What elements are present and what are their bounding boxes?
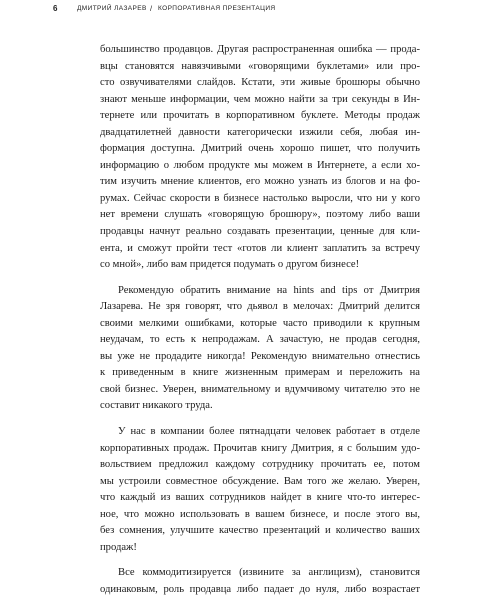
text-line: тернете или прочитать в корпоративном буклете. Методы продаж [100,110,420,122]
text-line: Рекомендую обратить внимание на hints and tips от Дмитрия [118,284,420,296]
paragraph-gap [100,274,420,283]
text-line: вцы становятся навязчивыми «говорящими буклетами» или про- [100,60,420,72]
text-line: свой бизнес. Уверен, внимательному и вдумчивому читателю это не [100,383,420,395]
paragraph [100,565,420,598]
text-line: корпоративных продаж. Прочитав книгу Дмитрия, я с большим удо- [100,442,420,454]
paragraph-gap [100,556,420,565]
text-line: без сомнения, улучшите качество презентаций и количество ваших [100,525,420,537]
body-text [100,42,420,599]
text-line: одинаковым, роль продавца либо падает до нуля, либо возрастает [100,583,420,595]
header-book-title: КОРПОРАТИВНАЯ ПРЕЗЕНТАЦИЯ [158,5,276,12]
text-line: составит никакого труда. [100,400,213,412]
paragraph [100,283,420,415]
paragraph [100,424,420,556]
text-line: к приведенным в книге жизненным примерам и переложить на [100,367,420,379]
text-line: нет времени слушать «говорящую брошюру», поэтому либо ваши [100,209,420,221]
text-line: вы уже не продадите никогда! Рекомендую внимательно отнестись [100,350,420,362]
paragraph-gap [100,415,420,424]
text-line: продавцы начнут реально создавать презентации, ценные для кли- [100,226,420,238]
text-line: своими мелкими ошибками, которые часто приводили к крупным [100,317,420,329]
text-line: двадцатилетней давности категорически изжили себя, любая ин- [100,126,420,138]
text-line: У нас в компании более пятнадцати человек работает в отделе [118,426,420,438]
text-line: румах. Сейчас скорости в бизнесе настолько выросли, что ни у кого [100,192,420,204]
text-line: продаж! [100,541,137,553]
text-line: сто озвучивателями слайдов. Кстати, эти живые брошюры обычно [100,77,420,89]
header-separator: / [150,4,153,13]
text-line: ное, что можно использовать в вашем бизнесе, и после этого вы, [100,508,420,520]
page-number: 6 [53,4,58,13]
text-line: большинство продавцов. Другая распространенная ошибка — прода- [100,44,420,55]
text-line: со мной», либо вам придется подумать о другом бизнесе! [100,259,360,271]
text-line: неудачам, то есть к непродажам. А зачастую, не продав сегодня, [100,334,420,346]
text-line: формация доступна. Дмитрий очень хорошо пишет, что получить [100,143,420,155]
text-line: знают меньше информации, чем можно найти за три секунды в Ин- [100,93,420,105]
text-line: ента, и сможут пройти тест «готов ли клиент заплатить за встречу [100,242,420,254]
text-line: информацию о любом продукте мы можем в Интернете, а если хо- [100,159,420,171]
text-line: что каждый из ваших сотрудников найдет в книге что-то интерес- [100,492,420,504]
text-line: мы устроили совместное обсуждение. Вам того же желаю. Уверен, [100,475,420,487]
running-header [0,0,500,16]
text-line: Лазарева. Не зря говорят, что дьявол в мелочах: Дмитрий делится [100,301,420,313]
text-line: Все коммодитизируется (извините за англицизм), становится [118,567,420,579]
paragraph [100,42,420,274]
header-author: ДМИТРИЙ ЛАЗАРЕВ [77,5,147,12]
text-line: вольствием предложил каждому сотруднику прочитать ее, потом [100,459,420,471]
text-line: тим изучить мнение клиентов, его можно узнать из блогов и на фо- [100,176,420,188]
